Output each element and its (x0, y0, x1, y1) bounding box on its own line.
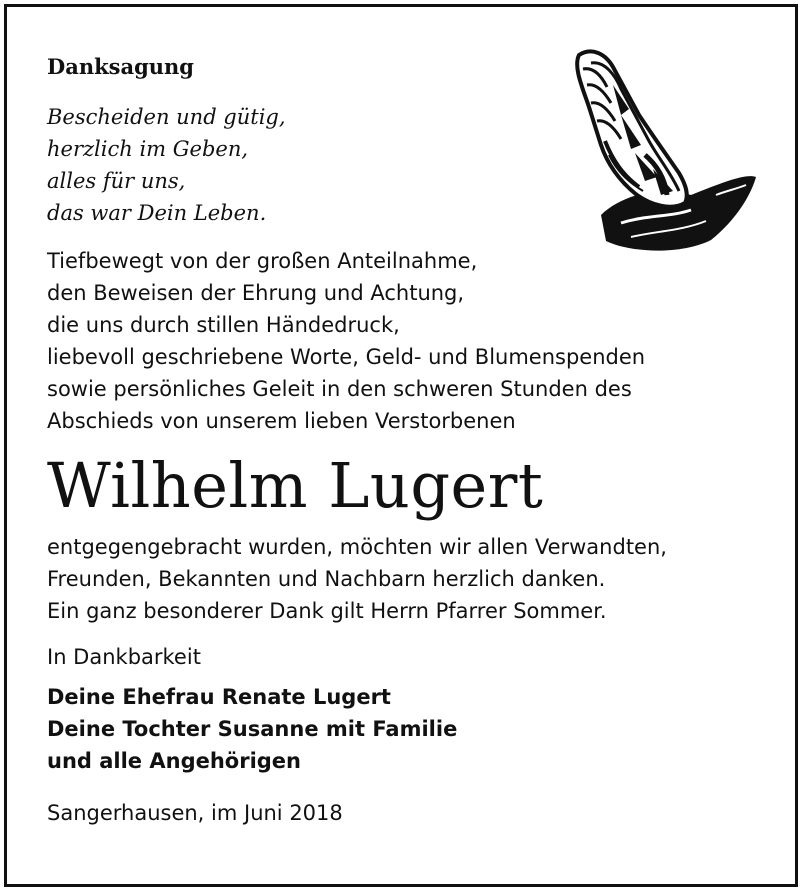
notice-frame (4, 4, 798, 887)
poem (47, 101, 767, 229)
signer-line: Deine Tochter Susanne mit Familie (47, 717, 458, 741)
signer-line: Deine Ehefrau Renate Lugert (47, 685, 391, 709)
place-date: Sangerhausen, im Juni 2018 (47, 801, 343, 825)
intro-line: sowie persönliches Geleit in den schweren Stunden des (47, 377, 632, 401)
deceased-name: Wilhelm Lugert (47, 449, 544, 522)
poem-line: herzlich im Geben, (47, 137, 249, 161)
notice-heading: Danksagung (47, 54, 194, 79)
thanks-paragraph (47, 531, 767, 627)
thanks-line: Freunden, Bekannten und Nachbarn herzlich danken. (47, 567, 606, 591)
signers (47, 681, 767, 777)
closing-phrase: In Dankbarkeit (47, 645, 201, 669)
notice-content (47, 53, 767, 829)
thanks-line: Ein ganz besonderer Dank gilt Herrn Pfarrer Sommer. (47, 599, 607, 623)
intro-line: den Beweisen der Ehrung und Achtung, (47, 281, 465, 305)
poem-line: alles für uns, (47, 169, 186, 193)
intro-line: die uns durch stillen Händedruck, (47, 313, 400, 337)
intro-line: Tiefbewegt von der großen Anteilnahme, (47, 249, 478, 273)
poem-line: das war Dein Leben. (47, 201, 267, 225)
thanks-line: entgegengebracht wurden, möchten wir allen Verwandten, (47, 535, 667, 559)
intro-line: Abschieds von unserem lieben Verstorbenen (47, 409, 516, 433)
poem-line: Bescheiden und gütig, (47, 105, 286, 129)
intro-paragraph (47, 245, 767, 437)
intro-line: liebevoll geschriebene Worte, Geld- und Blumenspenden (47, 345, 646, 369)
signer-line: und alle Angehörigen (47, 749, 301, 773)
